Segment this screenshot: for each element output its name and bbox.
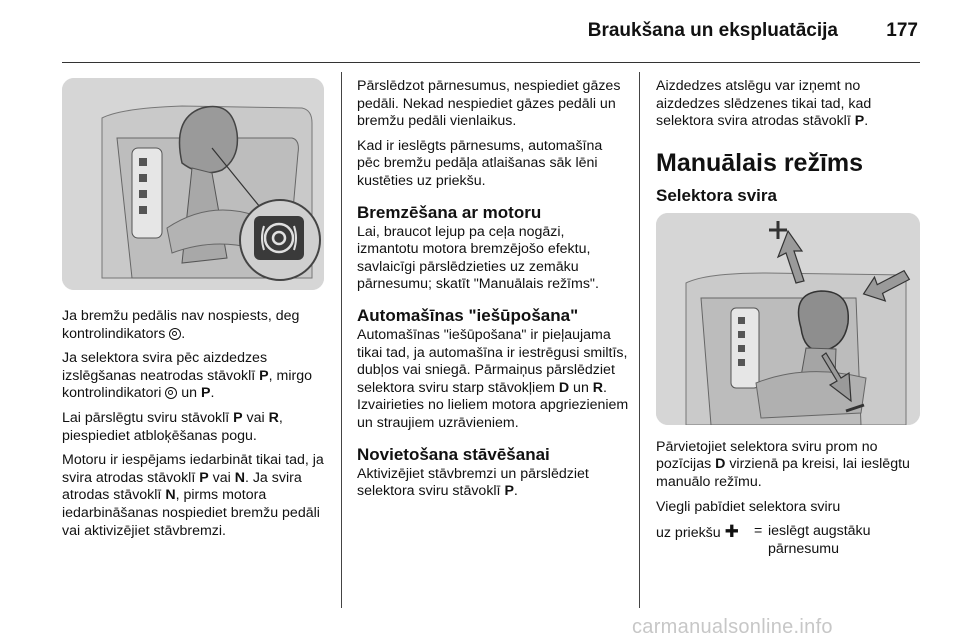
definition-upshift: [656, 523, 922, 558]
column-2: [357, 78, 629, 508]
brake-pedal-indicator-icon: [165, 387, 177, 399]
gear-lever-drawing: [62, 78, 324, 290]
paragraph-2: Ja selektora svira pēc aizdedzes izslēgšanas neatrodas stāvoklī P, mirgo kontrolindikatori un P.: [62, 350, 312, 402]
plus-icon: ✚: [724, 522, 739, 542]
definition-equals: =: [754, 523, 763, 540]
heading-selector-lever: Selektora svira: [656, 185, 777, 205]
paragraph-engine-braking: Lai, braucot lejup pa ceļa nogāzi, izmantotu motora bremzējošo efektu, savlaicīgi pārslēdzieties uz zemāku pārnesumu; skatīt "Manuālais režīms".: [357, 223, 599, 293]
watermark: carmanualsonline.info: [632, 616, 833, 638]
column-divider-1: [341, 72, 342, 608]
heading-rocking: Automašīnas "iešūpošana": [357, 305, 579, 325]
page-header: [0, 0, 960, 60]
paragraph-3: Lai pārslēgtu sviru stāvoklī P vai R, piespiediet atbloķēšanas pogu.: [62, 409, 283, 444]
brake-pedal-indicator-icon: [169, 328, 181, 340]
paragraph-shift-warning: Pārslēdzot pārnesumus, nespiediet gāzes pedāli. Nekad nespiediet gāzes pedāli un bremžu pedāli vienlaikus.: [357, 78, 621, 130]
page-number: 177: [886, 20, 918, 41]
paragraph-4: Motoru ir iespējams iedarbināt tikai tad, ja svira atrodas stāvoklī P vai N. Ja svira atrodas stāvoklī N, pirms motora iedarbināšanas nospiediet bremžu pedāli vai aktivizējiet stāvbremzi.: [62, 452, 324, 539]
chapter-title: Braukšana un ekspluatācija: [587, 20, 838, 41]
manual-mode-illustration: [656, 213, 920, 425]
paragraph-creep: Kad ir ieslēgts pārnesums, automašīna pēc bremžu pedāļa atlaišanas sāk lēni kustēties uz priekšu.: [357, 137, 603, 189]
heading-engine-braking: Bremzēšana ar motoru: [357, 202, 542, 222]
paragraph-1: Ja bremžu pedālis nav nospiests, deg kontrolindikators .: [62, 308, 300, 342]
header-divider: [62, 62, 920, 63]
paragraph-push-lever: Viegli pabīdiet selektora sviru: [656, 498, 841, 515]
paragraph-key-removal: Aizdedzes atslēgu var izņemt no aizdedzes slēdzenes tikai tad, kad selektora svira atrodas stāvoklī P.: [656, 78, 872, 130]
parking-brake-indicator-icon: [254, 216, 304, 260]
heading-manual-mode: Manuālais režīms: [656, 148, 864, 177]
paragraph-parking: Aktivizējiet stāvbremzi un pārslēdziet selektora sviru stāvoklī P.: [357, 465, 589, 500]
paragraph-rocking: Automašīnas "iešūpošana" ir pieļaujama tikai tad, ja automašīna ir iestrēgusi smiltīs, dubļos vai sniegā. Pārmaiņus pārslēdziet selektora sviru starp stāvokļiem D un R. Izvairieties no lieliem motora apgriezieniem un straujiem uzrāvieniem.: [357, 326, 629, 431]
definition-term: uz priekšu ✚: [656, 522, 739, 542]
heading-parking: Novietošana stāvēšanai: [357, 444, 550, 464]
column-3: [656, 78, 922, 558]
definition-description: ieslēgt augstāku pārnesumu: [768, 523, 871, 557]
paragraph-enter-manual: Pārvietojiet selektora sviru prom no pozīcijas D virzienā pa kreisi, lai ieslēgtu manuālo režīmu.: [656, 438, 910, 490]
column-divider-2: [639, 72, 640, 608]
gear-selector-illustration: [62, 78, 324, 290]
manual-shift-lever-drawing: [656, 213, 920, 425]
column-1: [62, 78, 330, 547]
